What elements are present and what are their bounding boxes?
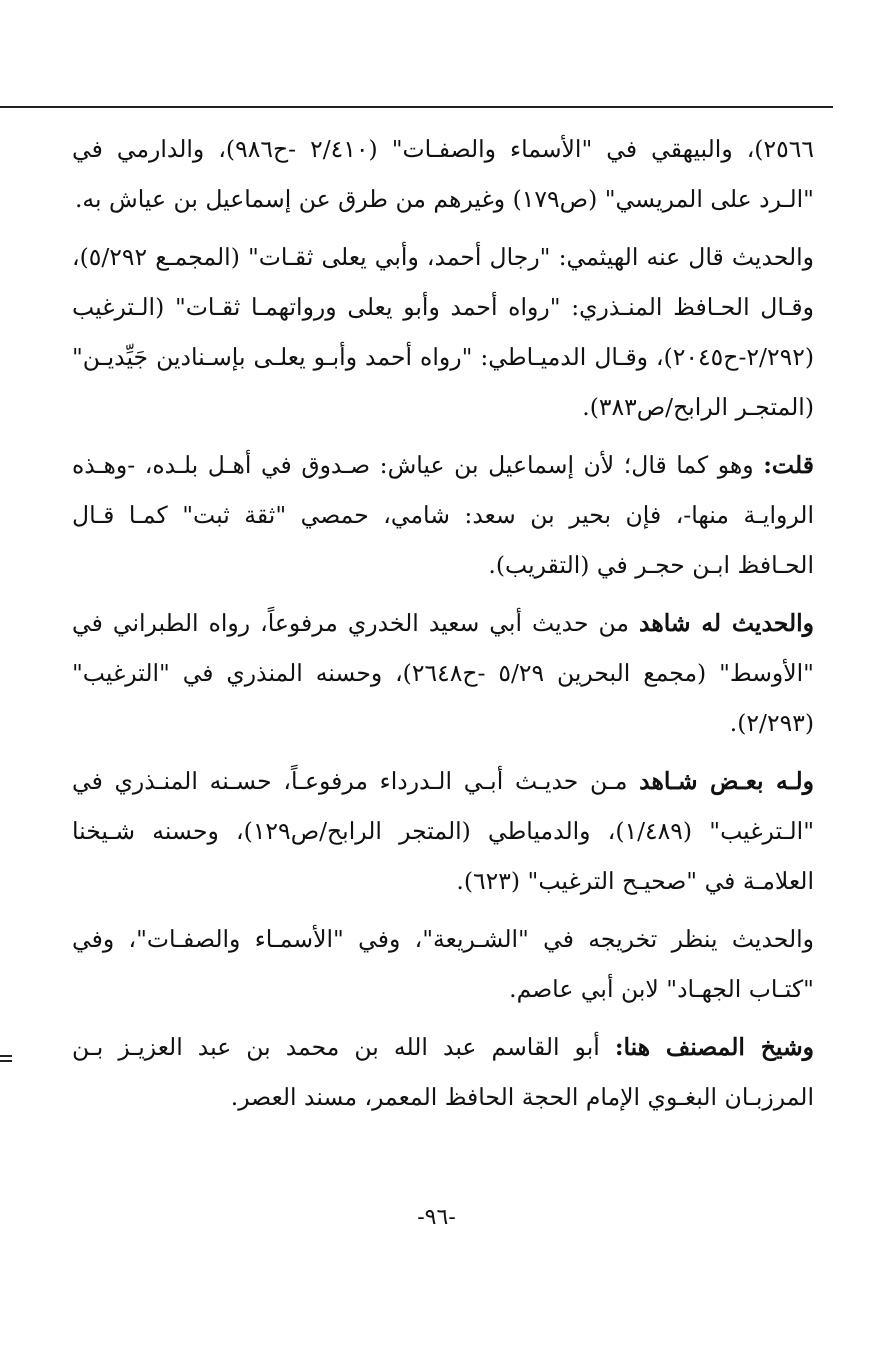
paragraph-lead: قلت: <box>763 451 814 479</box>
paragraph-text: من حديث أبي سعيد الخدري مرفوعاً، رواه الطبراني في "الأوسط" (مجمع البحرين ٥/٢٩ -ح٢٦٤٨)، وحسنه المنذري في "الترغيب" (٢/٢٩٣). <box>72 609 814 737</box>
paragraph-text: مـن حديـث أبـي الـدرداء مرفوعـاً، حسـنه المنـذري في "الـترغيب" (١/٤٨٩)، والدمياطي (المتجر الرابح/ص١٢٩)، وحسنه شـيخنا العلامـة في "صحيـح الترغيب" (٦٢٣). <box>72 767 814 895</box>
paragraph-text: والحديث ينظر تخريجه في "الشـريعة"، وفي "الأسمـاء والصفـات"، وفي "كتـاب الجهـاد" لابن أبي عاصم. <box>72 925 814 1003</box>
paragraph-shahid-khudri <box>72 598 814 748</box>
paragraph-lead: وشيخ المصنف هنا: <box>614 1033 814 1061</box>
margin-mark <box>0 1055 12 1062</box>
paragraph-lead: والحديث له شاهد <box>639 609 814 637</box>
header-rule <box>0 106 833 108</box>
paragraph-lead: ولـه بعـض شـاهد <box>639 767 814 795</box>
paragraph-text: أبو القاسم عبد الله بن محمد بن عبد العزيـز بـن المرزبـان البغـوي الإمام الحجة الحافظ المعمر، مسند العصر. <box>72 1033 814 1111</box>
paragraph-continuation <box>72 124 814 224</box>
paragraph-shaykh <box>72 1022 814 1122</box>
paragraph-takhrij <box>72 914 814 1014</box>
paragraph-text: ٢٥٦٦)، والبيهقي في "الأسماء والصفـات" (٢/٤١٠ -ح٩٨٦)، والدارمي في "الـرد على المريسي" (ص١٧٩) وغيرهم من طرق عن إسماعيل بن عياش به. <box>72 135 814 213</box>
page-number: -٩٦- <box>417 1205 456 1230</box>
page-body <box>72 124 814 1130</box>
paragraph-qultu <box>72 440 814 590</box>
paragraph-haythami <box>72 232 814 432</box>
paragraph-text: والحديث قال عنه الهيثمي: "رجال أحمد، وأبي يعلى ثقـات" (المجمـع ٥/٢٩٢)، وقـال الحـافظ المنـذري: "رواه أحمد وأبو يعلى ورواتهمـا ثقـات" (الـترغيب (٢/٢٩٢-ح٢٠٤٥)، وقـال الدميـاطي: "رواه أحمد وأبـو يعلـى بإسـنادين جَيِّديـن" (المتجـر الرابح/ص٣٨٣). <box>72 243 814 421</box>
paragraph-text: وهو كما قال؛ لأن إسماعيل بن عياش: صـدوق في أهـل بلـده، -وهـذه الروايـة منها-، فإن بحير بن سعد: شامي، حمصي "ثقة ثبت" كمـا قـال الحـافظ ابـن حجـر في (التقريب). <box>72 451 814 579</box>
paragraph-shahid-darda <box>72 756 814 906</box>
